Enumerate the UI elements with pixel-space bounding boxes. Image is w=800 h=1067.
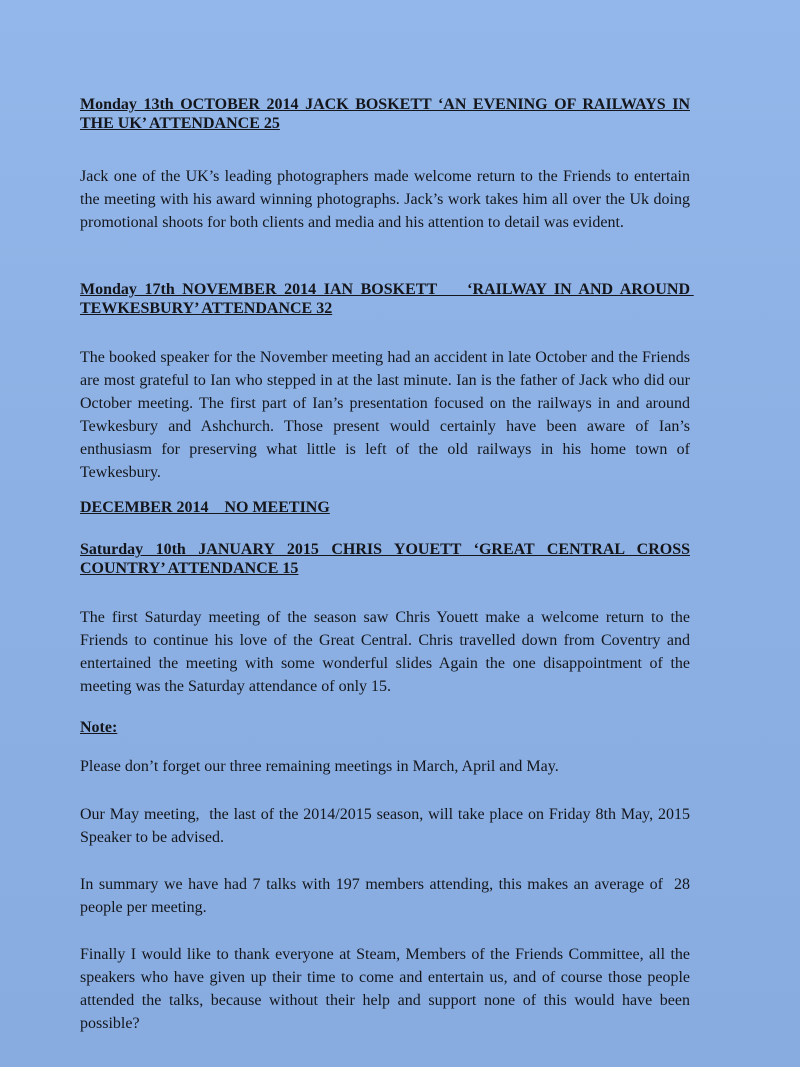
section-body-january: The first Saturday meeting of the season saw Chris Youett make a welcome return to the Friends to continue his love of the Great Central. Chris travelled down from Coventry and entertained the meeting with some wonderful slides Again the one disappointment of the meeting was the Saturday attendance of only 15.	[80, 609, 690, 695]
section-heading-january: Saturday 10th JANUARY 2015 CHRIS YOUETT ‘GREAT CENTRAL CROSS COUNTRY’ ATTENDANCE 15	[80, 541, 690, 577]
section-heading-november: Monday 17th NOVEMBER 2014 IAN BOSKETT ‘RAILWAY IN AND AROUND TEWKESBURY’ ATTENDANCE 32	[80, 281, 694, 317]
section-body-october: Jack one of the UK’s leading photographers made welcome return to the Friends to entertain the meeting with his award winning photographs. Jack’s work takes him all over the Uk doing promotional shoots for both clients and media and his attention to detail was evident.	[80, 168, 690, 231]
note-paragraph-summary: In summary we have had 7 talks with 197 members attending, this makes an average of 28 people per meeting.	[80, 876, 694, 916]
note-heading: Note:	[80, 719, 118, 736]
note-paragraph-thanks: Finally I would like to thank everyone at Steam, Members of the Friends Committee, all the speakers who have given up their time to come and entertain us, and of course those people attended the talks, because without their help and support none of this would have been possible?	[80, 946, 690, 1032]
note-paragraph-meetings: Please don’t forget our three remaining meetings in March, April and May.	[80, 758, 559, 775]
note-paragraph-may: Our May meeting, the last of the 2014/2015 season, will take place on Friday 8th May, 2015 Speaker to be advised.	[80, 806, 694, 846]
section-heading-october: Monday 13th OCTOBER 2014 JACK BOSKETT ‘AN EVENING OF RAILWAYS IN THE UK’ ATTENDANCE 25	[80, 96, 690, 132]
section-heading-december: DECEMBER 2014 NO MEETING	[80, 499, 330, 516]
section-body-november: The booked speaker for the November meeting had an accident in late October and the Friends are most grateful to Ian who stepped in at the last minute. Ian is the father of Jack who did our October meeting. The first part of Ian’s presentation focused on the railways in and around Tewkesbury and Ashchurch. Those present would certainly have been aware of Ian’s enthusiasm for preserving what little is left of the old railways in his home town of Tewkesbury.	[80, 349, 690, 481]
